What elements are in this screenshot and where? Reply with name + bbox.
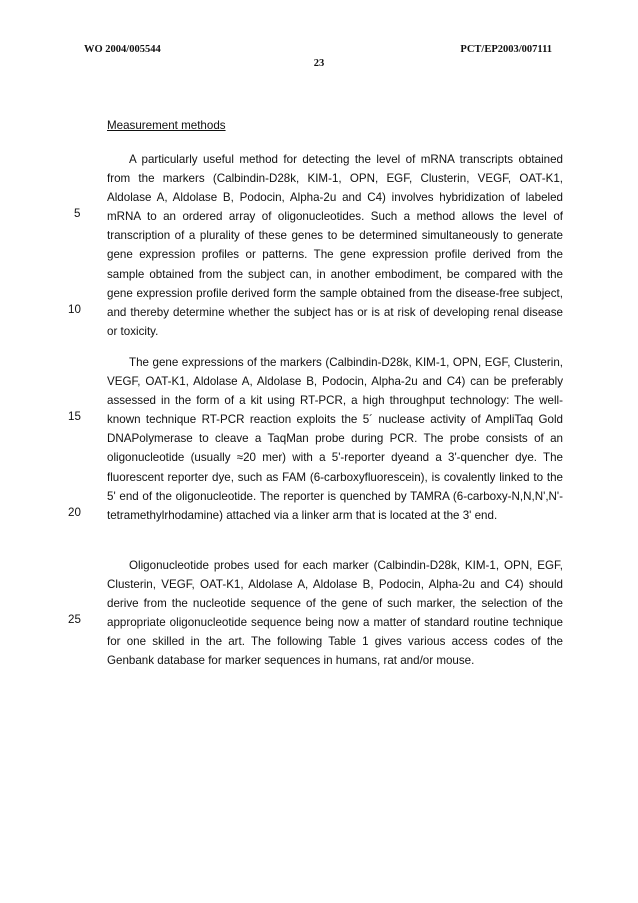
line-number-20: 20 xyxy=(68,506,81,519)
line-number-25: 25 xyxy=(68,613,81,626)
section-heading: Measurement methods xyxy=(107,119,226,132)
line-number-15: 15 xyxy=(68,410,81,423)
line-number-10: 10 xyxy=(68,303,81,316)
line-number-5: 5 xyxy=(74,207,81,220)
page-number: 23 xyxy=(313,58,325,69)
paragraph-3: Oligonucleotide probes used for each marker (Calbindin-D28k, KIM-1, OPN, EGF, Clusterin, VEGF, OAT-K1, Aldolase A, Aldolase B, Podocin, Alpha-2u and C4) should derive from the nucleotide sequence of the gene of such marker, the selection of the appropriate oligonucleotide sequence being now a matter of standard routine technique for one skilled in the art. The following Table 1 gives various access codes of the Genbank database for marker sequences in humans, rat and/or mouse. xyxy=(107,559,563,668)
publication-number: WO 2004/005544 xyxy=(84,44,161,55)
application-number: PCT/EP2003/007111 xyxy=(460,44,552,55)
paragraph-1: A particularly useful method for detecting the level of mRNA transcripts obtained from the markers (Calbindin-D28k, KIM-1, OPN, EGF, Clusterin, VEGF, OAT-K1, Aldolase A, Aldolase B, Podocin, Alpha-2u and C4) involves hybridization of labeled mRNA to an ordered array of oligonucleotides. Such a method allows the level of transcription of a plurality of these genes to be determined simultaneously to generate gene expression profiles or patterns. The gene expression profile derived from the sample obtained from the subject can, in another embodiment, be compared with the gene expression profile derived form the sample obtained from the disease-free subject, and thereby determine whether the subject has or is at risk of developing renal disease or toxicity. xyxy=(107,153,563,338)
paragraph-2: The gene expressions of the markers (Calbindin-D28k, KIM-1, OPN, EGF, Clusterin, VEGF, OAT-K1, Aldolase A, Aldolase B, Podocin, Alpha-2u and C4) can be preferably assessed in the form of a kit using RT-PCR, a high throughput technology: The well-known technique RT-PCR reaction exploits the 5´ nuclease activity of AmpliTaq Gold DNAPolymerase to cleave a TaqMan probe during PCR. The probe consists of an oligonucleotide (usually ≈20 mer) with a 5'-reporter dyeand a 3'-quencher dye. The fluorescent reporter dye, such as FAM (6-carboxyfluorescein), is covalently linked to the 5' end of the oligonucleotide. The reporter is quenched by TAMRA (6-carboxy-N,N,N',N'-tetramethylrhodamine) attached via a linker arm that is located at the 3' end. xyxy=(107,356,563,522)
